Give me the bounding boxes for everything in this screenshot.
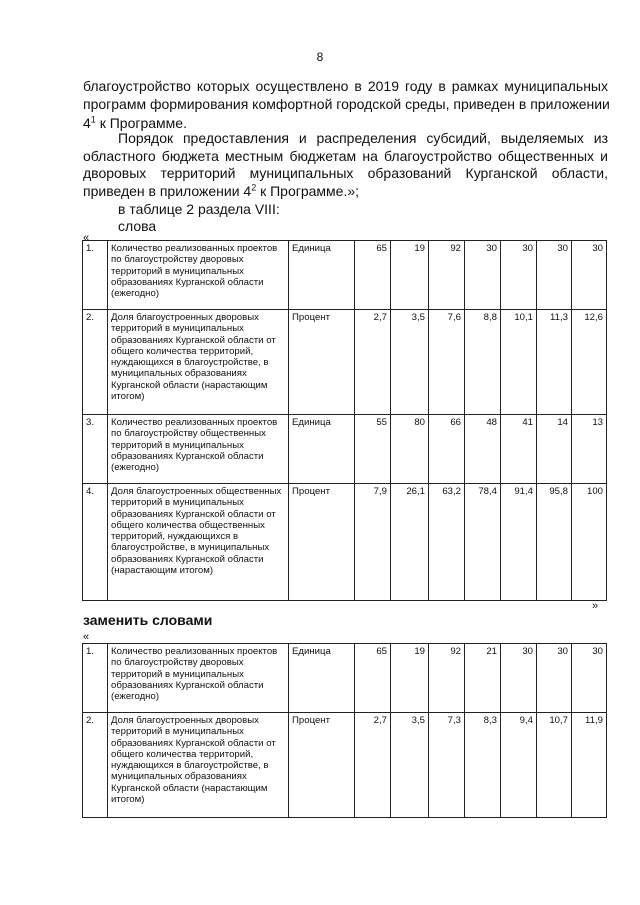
order-line-4-suffix: к Программе.»; — [256, 183, 360, 199]
new-table-body — [83, 644, 607, 818]
intro-paragraph — [83, 78, 608, 113]
unit-of-measure: Процент — [289, 484, 355, 601]
row-number: 3. — [83, 415, 108, 484]
indicator-value: 92 — [429, 241, 465, 310]
unit-of-measure: Процент — [289, 310, 355, 415]
indicator-value: 92 — [429, 644, 465, 713]
order-line-2: областного бюджета местным бюджетам на благоустройство общественных и — [83, 147, 608, 164]
table-row — [83, 241, 607, 310]
row-number: 1. — [83, 644, 108, 713]
quote-open-2: « — [83, 631, 90, 643]
indicator-name: Доля благоустроенных дворовых территорий в муниципальных образованиях Курганской области от общего количества территорий, нуждающихся в благоустройстве, в муниципальных образованиях Курганской области (нарастающим итогом) — [108, 310, 289, 415]
indicator-value: 9,4 — [501, 713, 537, 818]
indicator-value: 30 — [501, 644, 537, 713]
order-paragraph — [83, 130, 608, 183]
indicator-value: 78,4 — [465, 484, 501, 601]
quote-open-1: « — [83, 232, 90, 244]
table-reference: в таблице 2 раздела VIII: — [118, 201, 280, 217]
order-line-1: Порядок предоставления и распределения субсидий, выделяемых из — [118, 130, 608, 146]
indicator-value: 30 — [572, 241, 607, 310]
page-number: 8 — [316, 50, 324, 64]
indicator-value: 12,6 — [572, 310, 607, 415]
indicator-value: 8,3 — [465, 713, 501, 818]
intro-line-2: программ формирования комфортной городской среды, приведен в приложении — [83, 95, 610, 112]
indicator-value: 19 — [391, 644, 429, 713]
row-number: 1. — [83, 241, 108, 310]
old-indicators-table — [82, 240, 607, 601]
indicator-value: 13 — [572, 415, 607, 484]
indicator-value: 30 — [537, 241, 572, 310]
table-row — [83, 415, 607, 484]
intro-line-1: благоустройство которых осуществлено в 2019 году в рамках муниципальных — [83, 78, 608, 94]
indicator-value: 10,7 — [537, 713, 572, 818]
indicator-value: 21 — [465, 644, 501, 713]
indicator-value: 30 — [465, 241, 501, 310]
table-row — [83, 713, 607, 818]
table-row — [83, 484, 607, 601]
order-line-4-sup: 2 — [251, 182, 257, 193]
indicator-value: 7,9 — [355, 484, 391, 601]
indicator-value: 8,8 — [465, 310, 501, 415]
replace-label: заменить словами — [83, 612, 213, 628]
row-number: 2. — [83, 310, 108, 415]
indicator-value: 66 — [429, 415, 465, 484]
indicator-value: 11,9 — [572, 713, 607, 818]
table-row — [83, 310, 607, 415]
unit-of-measure: Процент — [289, 713, 355, 818]
indicator-value: 91,4 — [501, 484, 537, 601]
indicator-value: 65 — [355, 241, 391, 310]
indicator-name: Количество реализованных проектов по благоустройству общественных территорий в муниципальных образованиях Курганской области (ежегодно) — [108, 415, 289, 484]
indicator-value: 80 — [391, 415, 429, 484]
row-number: 2. — [83, 713, 108, 818]
intro-line-3-suffix: к Программе. — [95, 115, 187, 131]
order-line-4-prefix: приведен в приложении 4 — [83, 183, 252, 199]
indicator-value: 65 — [355, 644, 391, 713]
indicator-value: 48 — [465, 415, 501, 484]
indicator-value: 14 — [537, 415, 572, 484]
indicator-name: Доля благоустроенных общественных территорий в муниципальных образованиях Курганской области от общего количества общественных территорий, нуждающихся в благоустройстве, в муниципальных образованиях Курганской области (нарастающим итогом) — [108, 484, 289, 601]
indicator-value: 3,5 — [391, 713, 429, 818]
table-row — [83, 644, 607, 713]
intro-line-3-sup: 1 — [90, 114, 96, 125]
indicator-value: 7,3 — [429, 713, 465, 818]
indicator-value: 55 — [355, 415, 391, 484]
indicator-value: 10,1 — [501, 310, 537, 415]
indicator-value: 26,1 — [391, 484, 429, 601]
indicator-value: 11,3 — [537, 310, 572, 415]
indicator-name: Количество реализованных проектов по благоустройству дворовых территорий в муниципальных образованиях Курганской области (ежегодно) — [108, 644, 289, 713]
indicator-name: Доля благоустроенных дворовых территорий в муниципальных образованиях Курганской области от общего количества территорий, нуждающихся в благоустройстве, в муниципальных образованиях Курганской области (нарастающим итогом) — [108, 713, 289, 818]
indicator-value: 100 — [572, 484, 607, 601]
old-table-body — [83, 241, 607, 601]
indicator-value: 2,7 — [355, 310, 391, 415]
indicator-value: 30 — [537, 644, 572, 713]
order-line-4 — [83, 183, 359, 200]
new-indicators-table — [82, 643, 607, 818]
indicator-value: 30 — [572, 644, 607, 713]
unit-of-measure: Единица — [289, 241, 355, 310]
indicator-value: 41 — [501, 415, 537, 484]
indicator-name: Количество реализованных проектов по благоустройству дворовых территорий в муниципальных образованиях Курганской области (ежегодно) — [108, 241, 289, 310]
indicator-value: 3,5 — [391, 310, 429, 415]
indicator-value: 30 — [501, 241, 537, 310]
unit-of-measure: Единица — [289, 415, 355, 484]
indicator-value: 95,8 — [537, 484, 572, 601]
order-line-3: дворовых территорий муниципальных образований Курганской области, — [83, 165, 608, 181]
words-label: слова — [118, 218, 157, 234]
indicator-value: 7,6 — [429, 310, 465, 415]
indicator-value: 2,7 — [355, 713, 391, 818]
intro-line-3-prefix: 4 — [83, 115, 91, 131]
row-number: 4. — [83, 484, 108, 601]
quote-close-1: » — [592, 600, 599, 612]
unit-of-measure: Единица — [289, 644, 355, 713]
indicator-value: 63,2 — [429, 484, 465, 601]
indicator-value: 19 — [391, 241, 429, 310]
